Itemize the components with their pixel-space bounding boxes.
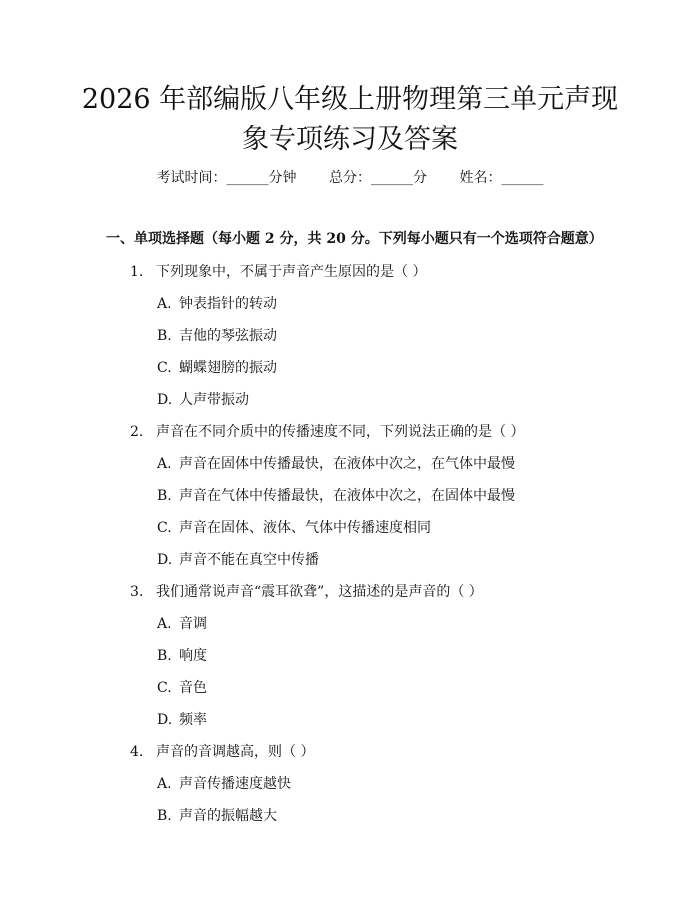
option-2a <box>157 453 515 473</box>
exam-time <box>157 167 297 187</box>
student-name-label: 姓名： <box>459 170 502 186</box>
option-letter: A. <box>157 296 172 312</box>
option-3c <box>157 677 207 697</box>
total-score-blank: ______ <box>371 170 413 186</box>
option-4b <box>157 805 277 825</box>
option-letter: C. <box>157 360 172 376</box>
question-1 <box>130 261 426 281</box>
option-letter: C. <box>157 680 172 696</box>
option-letter: D. <box>157 552 173 568</box>
option-2c <box>157 517 431 537</box>
option-text: 响度 <box>179 648 207 664</box>
option-text: 声音在固体中传播最快，在液体中次之，在气体中最慢 <box>179 456 515 472</box>
total-score-label: 总分： <box>329 170 371 186</box>
option-text: 声音在固体、液体、气体中传播速度相同 <box>179 520 431 536</box>
exam-time-unit: 分钟 <box>268 170 297 186</box>
option-text: 声音不能在真空中传播 <box>179 552 319 568</box>
option-2d <box>157 549 319 569</box>
title-line-1: 2026 年部编版八年级上册物理第三单元声现 <box>81 84 619 115</box>
option-text: 音色 <box>179 680 207 696</box>
option-text: 声音在气体中传播最快，在液体中次之，在固体中最慢 <box>179 488 515 504</box>
title-line-2: 象专项练习及答案 <box>242 124 458 155</box>
option-text: 频率 <box>179 712 207 728</box>
option-text: 声音传播速度越快 <box>179 776 291 792</box>
option-3a <box>157 613 207 633</box>
option-text: 人声带振动 <box>179 392 249 408</box>
option-text: 吉他的琴弦振动 <box>179 328 277 344</box>
question-text: 声音的音调越高，则（ ） <box>156 744 315 760</box>
exam-time-label: 考试时间： <box>156 170 227 186</box>
option-letter: C. <box>157 520 172 536</box>
option-letter: B. <box>157 648 172 664</box>
question-4 <box>130 741 314 761</box>
option-1a <box>157 293 277 313</box>
option-letter: A. <box>157 616 172 632</box>
option-letter: A. <box>157 776 172 792</box>
option-letter: B. <box>157 808 172 824</box>
total-score <box>329 167 427 187</box>
question-3 <box>130 581 483 601</box>
option-letter: D. <box>157 712 173 728</box>
student-name <box>459 167 543 187</box>
question-text: 我们通常说声音“震耳欲聋”，这描述的是声音的（ ） <box>156 584 483 600</box>
option-letter: B. <box>157 328 172 344</box>
option-letter: B. <box>157 488 172 504</box>
question-2 <box>130 421 524 441</box>
option-text: 钟表指针的转动 <box>179 296 277 312</box>
question-number: 2. <box>130 424 144 440</box>
question-text: 下列现象中，不属于声音产生原因的是（ ） <box>156 264 427 280</box>
exam-time-blank: ______ <box>226 170 269 186</box>
option-1d <box>157 389 249 409</box>
option-1b <box>157 325 277 345</box>
option-3d <box>157 709 207 729</box>
option-2b <box>157 485 515 505</box>
option-letter: A. <box>157 456 172 472</box>
question-number: 4. <box>130 744 144 760</box>
question-text: 声音在不同介质中的传播速度不同，下列说法正确的是（ ） <box>156 424 525 440</box>
option-1c <box>157 357 277 377</box>
section-heading-single-choice: 一、单项选择题（每小题 2 分，共 20 分。下列每小题只有一个选项符合题意） <box>106 231 603 247</box>
option-text: 蝴蝶翅膀的振动 <box>179 360 277 376</box>
option-letter: D. <box>157 392 173 408</box>
question-number: 1. <box>130 264 144 280</box>
option-text: 声音的振幅越大 <box>179 808 277 824</box>
exam-meta <box>0 167 700 187</box>
document-title <box>60 80 640 160</box>
total-score-unit: 分 <box>413 170 427 186</box>
option-4a <box>157 773 291 793</box>
question-number: 3. <box>130 584 144 600</box>
student-name-blank: ______ <box>501 170 544 186</box>
option-text: 音调 <box>179 616 207 632</box>
option-3b <box>157 645 207 665</box>
